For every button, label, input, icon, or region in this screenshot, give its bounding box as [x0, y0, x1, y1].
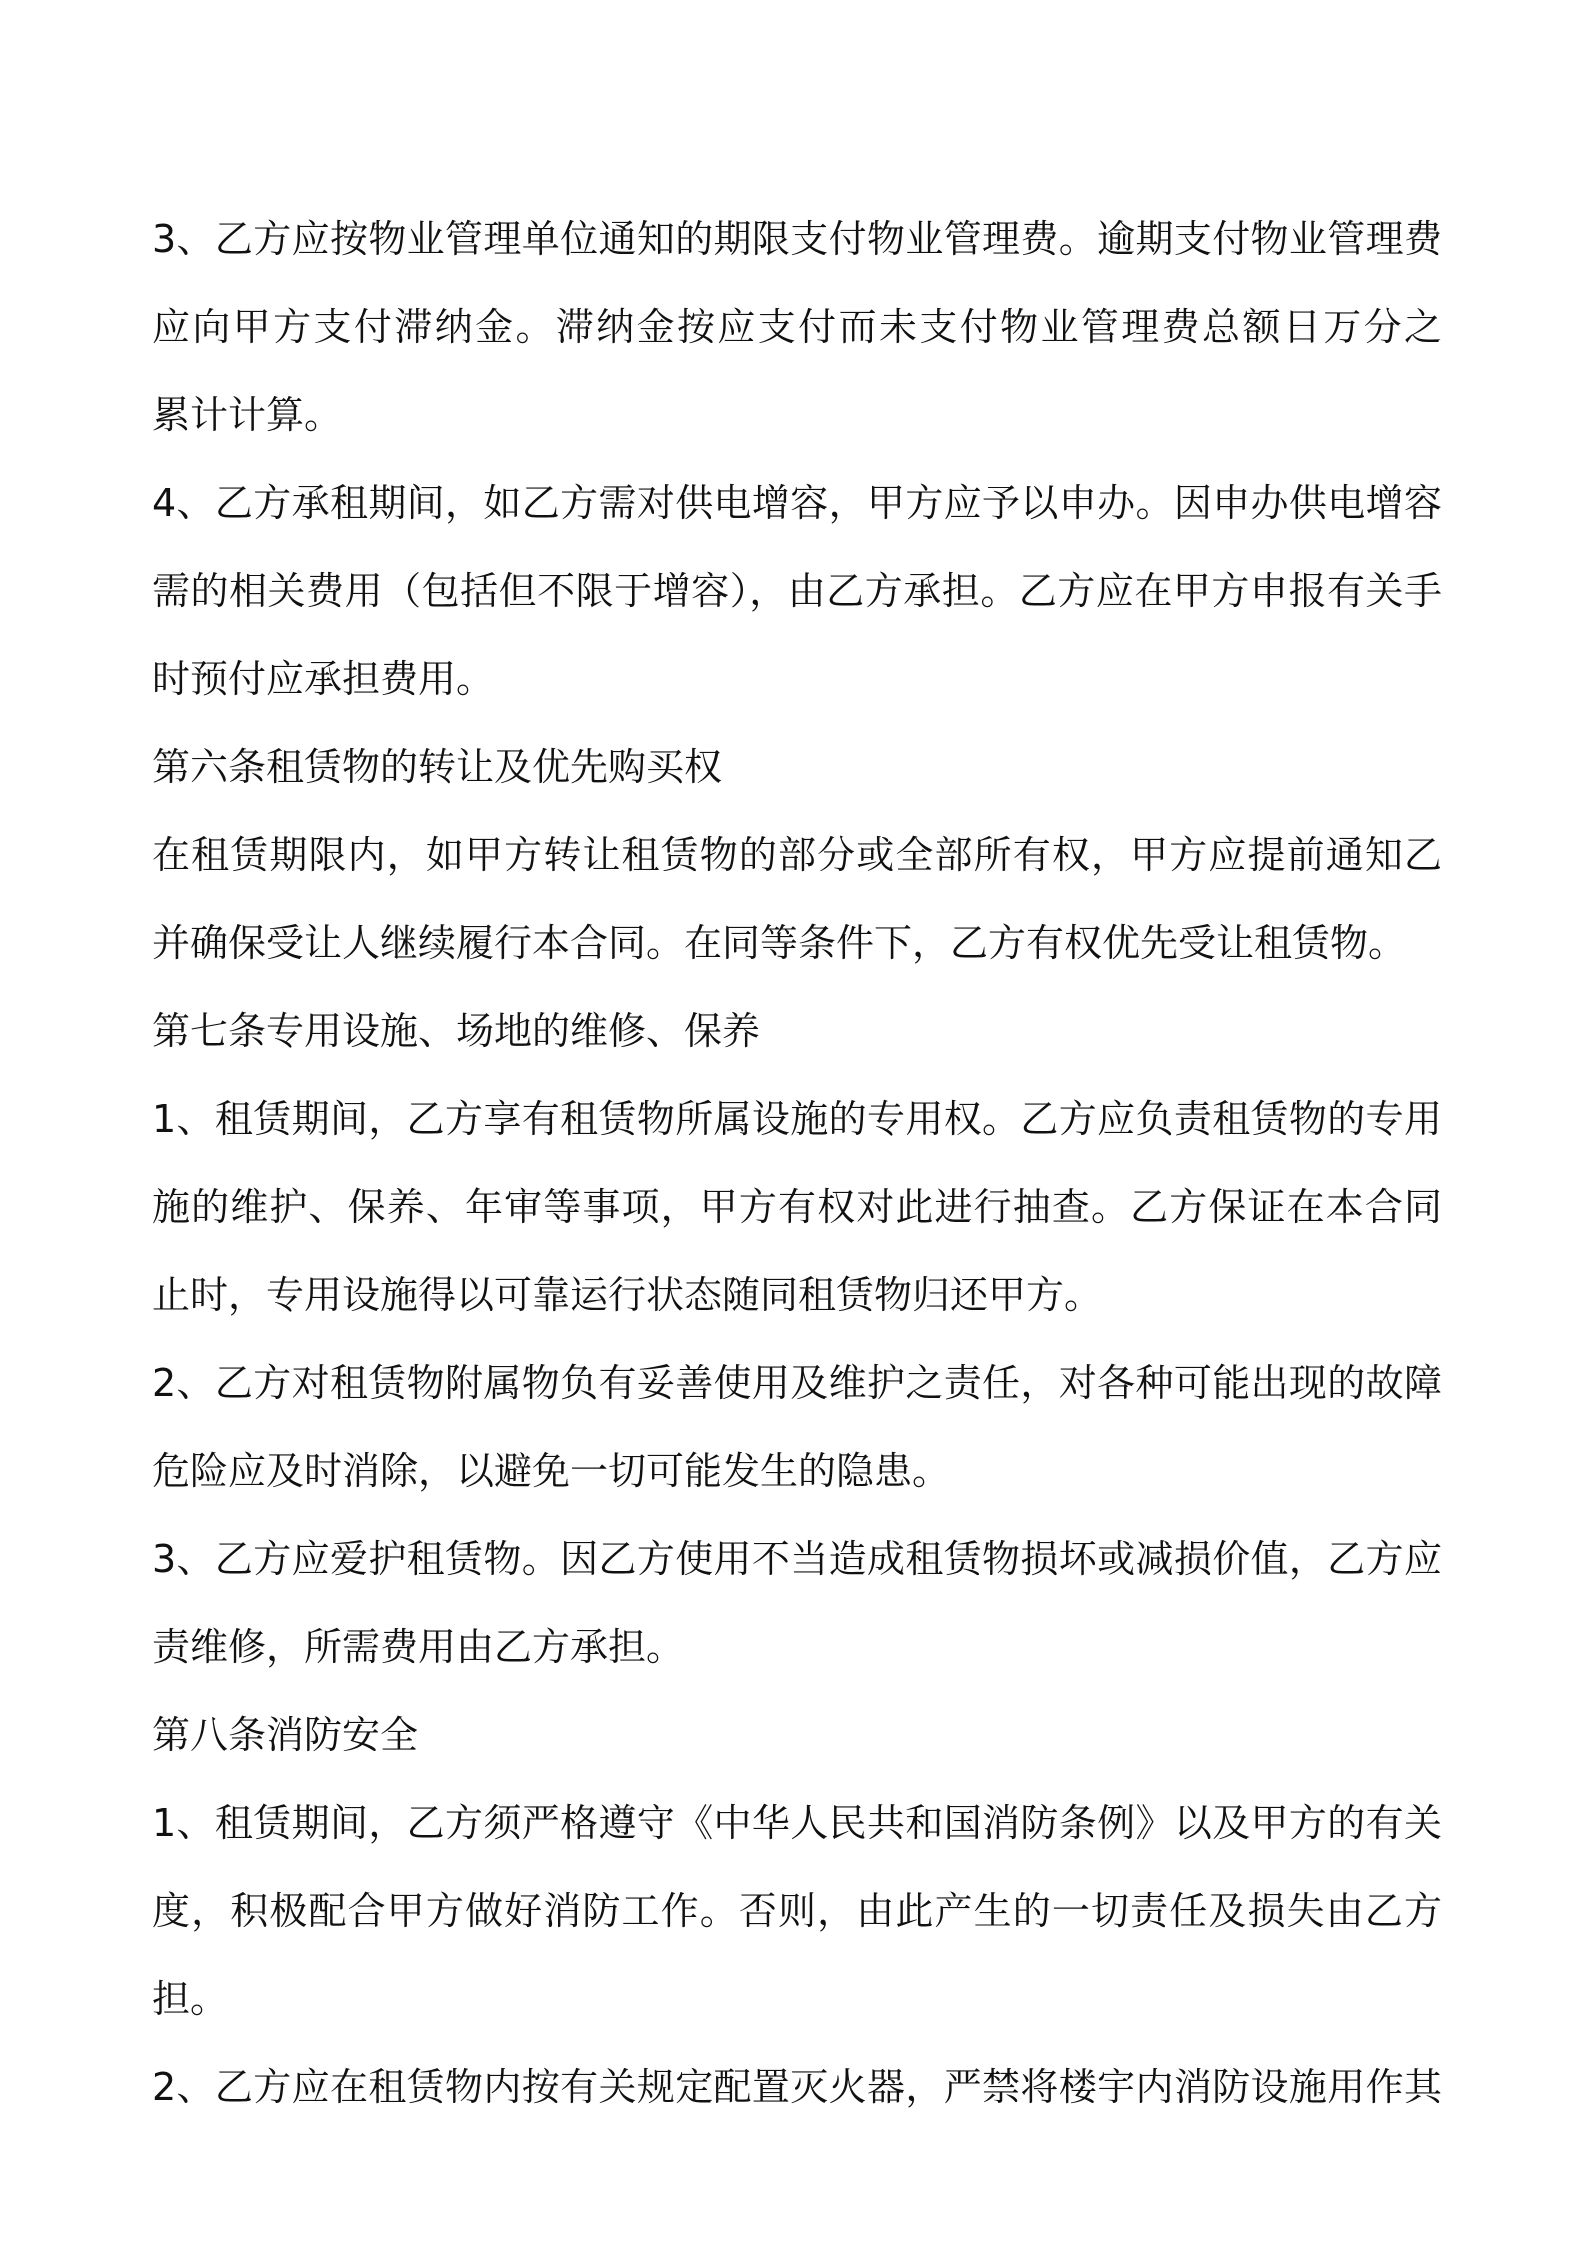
text-line: 累计计算。: [152, 393, 343, 437]
text-line: 危险应及时消除，以避免一切可能发生的隐患。: [152, 1449, 951, 1493]
article-7-heading: [152, 987, 1442, 1075]
text-line: 责维修，所需费用由乙方承担。: [152, 1625, 685, 1669]
article-6-heading: [152, 723, 1442, 811]
article-6-body: [152, 811, 1442, 987]
article-7-clause-1: [152, 1075, 1442, 1339]
clause-4-power-capacity: [152, 459, 1442, 723]
document-body: [152, 195, 1442, 2131]
article-8-clause-1: [152, 1779, 1442, 2043]
clause-3-property-fee: [152, 195, 1442, 459]
text-line: 3、乙方应按物业管理单位通知的期限支付物业管理费。逾期支付物业管理费: [152, 217, 1442, 261]
text-line: 应向甲方支付滞纳金。滞纳金按应支付而未支付物业管理费总额日万分之: [152, 305, 1442, 349]
text-line: 1、租赁期间，乙方享有租赁物所属设施的专用权。乙方应负责租赁物的专用: [152, 1097, 1442, 1141]
text-line: 2、乙方对租赁物附属物负有妥善使用及维护之责任，对各种可能出现的故障: [152, 1361, 1442, 1405]
text-line: 时预付应承担费用。: [152, 657, 495, 701]
text-line: 4、乙方承租期间，如乙方需对供电增容，甲方应予以申办。因申办供电增容: [152, 481, 1442, 525]
text-line: 1、租赁期间，乙方须严格遵守《中华人民共和国消防条例》以及甲方的有关: [152, 1801, 1442, 1845]
article-8-clause-2: [152, 2043, 1442, 2131]
section-heading: 第六条租赁物的转让及优先购买权: [152, 745, 723, 789]
text-line: 止时，专用设施得以可靠运行状态随同租赁物归还甲方。: [152, 1273, 1103, 1317]
text-line: 在租赁期限内，如甲方转让租赁物的部分或全部所有权，甲方应提前通知乙: [152, 833, 1442, 877]
text-line: 2、乙方应在租赁物内按有关规定配置灭火器，严禁将楼宇内消防设施用作其: [152, 2065, 1442, 2109]
text-line: 担。: [152, 1977, 229, 2021]
section-heading: 第八条消防安全: [152, 1713, 419, 1757]
article-8-heading: [152, 1691, 1442, 1779]
article-7-clause-3: [152, 1515, 1442, 1691]
text-line: 度，积极配合甲方做好消防工作。否则，由此产生的一切责任及损失由乙方: [152, 1889, 1442, 1933]
article-7-clause-2: [152, 1339, 1442, 1515]
text-line: 施的维护、保养、年审等事项，甲方有权对此进行抽查。乙方保证在本合同: [152, 1185, 1442, 1229]
text-line: 3、乙方应爱护租赁物。因乙方使用不当造成租赁物损坏或减损价值，乙方应: [152, 1537, 1442, 1581]
text-line: 需的相关费用（包括但不限于增容），由乙方承担。乙方应在甲方申报有关手: [152, 569, 1442, 613]
text-line: 并确保受让人继续履行本合同。在同等条件下，乙方有权优先受让租赁物。: [152, 921, 1407, 965]
section-heading: 第七条专用设施、场地的维修、保养: [152, 1009, 761, 1053]
